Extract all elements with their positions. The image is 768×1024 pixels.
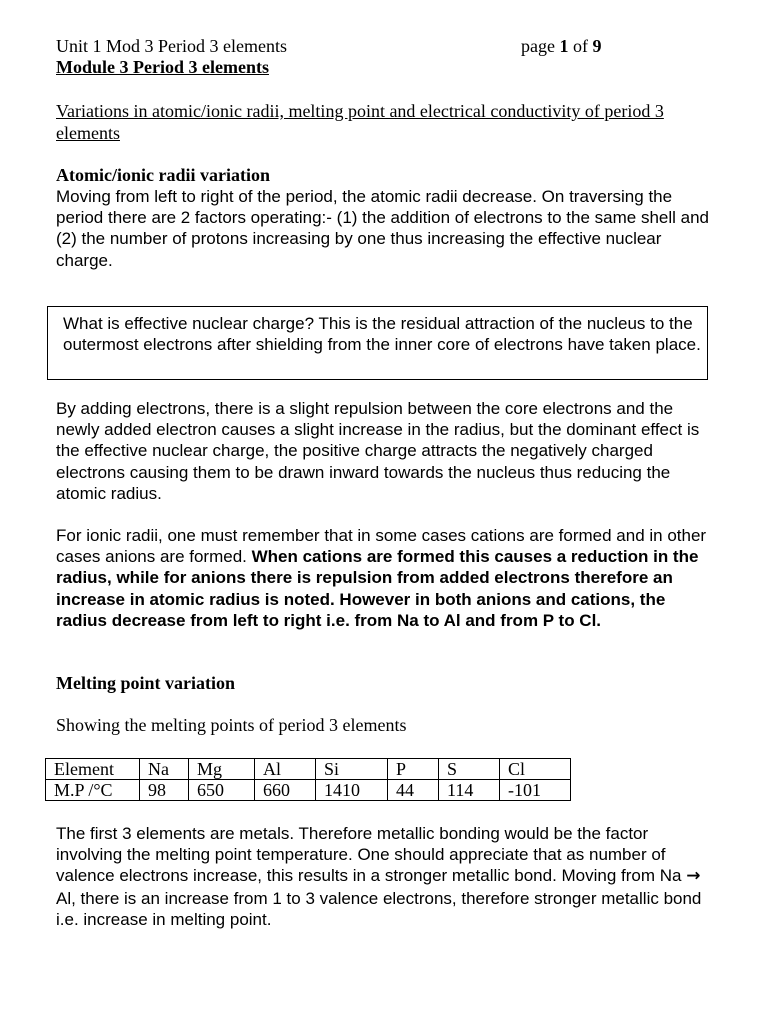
page-title: Module 3 Period 3 elements [56,57,269,77]
table-cell: P [388,759,439,780]
table-cell: S [439,759,500,780]
melting-intro-text: Showing the melting points of period 3 elements [56,715,407,735]
table-cell: Element [46,759,140,780]
table-cell: Al [255,759,316,780]
table-cell: 44 [388,780,439,801]
page-of: of [572,36,588,56]
table-cell: Si [316,759,388,780]
paragraph-radii-intro: Moving from left to right of the period, the atomic radii decrease. On traversing the period there are 2 factors operating:- (1) the addition of electrons to the same shell and (2) the number of protons increasing by one thus increasing the effective nuclear charge. [56,187,709,270]
table-cell: Cl [500,759,571,780]
page-word: page [521,36,555,56]
header-page-number [521,36,601,57]
paragraph-metallic-bonding [56,823,716,930]
ionic-radii-text: For ionic radii, one must remember that in some cases cations are formed and in other cases anions are formed. [56,526,707,567]
ionic-radii-bold-text: When cations are formed this causes a reduction in the radius, while for anions there is repulsion from added electrons therefore an increase in atomic radius is noted. However in both anions and cations, the radius decrease from left to right i.e. from Na to Al and from P to Cl. [56,547,699,630]
table-row-melting-point [46,780,571,801]
paragraph-ionic-radii [56,525,716,631]
melting-point-table [45,758,571,801]
definition-box [47,306,708,380]
table-cell: 98 [140,780,189,801]
table-cell: 114 [439,780,500,801]
table-row-element [46,759,571,780]
right-arrow-icon: → [686,866,701,887]
metallic-text-part1: The first 3 elements are metals. Therefore metallic bonding would be the factor involving the melting point temperature. One should appreciate that as number of valence electrons increase, this results in a stronger metallic bond. Moving from Na [56,824,687,886]
page-subtitle: Variations in atomic/ionic radii, melting point and electrical conductivity of period 3 elements [56,101,664,143]
section-heading-melting: Melting point variation [56,673,235,693]
table-cell: 1410 [316,780,388,801]
table-cell: Mg [189,759,255,780]
definition-box-text: What is effective nuclear charge? This is the residual attraction of the nucleus to the outermost electrons after shielding from the inner core of electrons have taken place. [63,314,701,355]
table-cell: M.P /°C [46,780,140,801]
table-cell: 660 [255,780,316,801]
table-cell: Na [140,759,189,780]
metallic-text-part2: Al, there is an increase from 1 to 3 valence electrons, therefore stronger metallic bond i.e. increase in melting point. [56,888,702,929]
table-cell: -101 [500,780,571,801]
page-total: 9 [592,36,602,56]
section-heading-radii: Atomic/ionic radii variation [56,165,270,185]
paragraph-electron-repulsion: By adding electrons, there is a slight repulsion between the core electrons and the newly added electron causes a slight increase in the radius, but the dominant effect is the effective nuclear charge, the positive charge attracts the negatively charged electrons causing them to be drawn inward towards the nucleus thus reducing the atomic radius. [56,399,700,503]
table-cell: 650 [189,780,255,801]
page-current: 1 [559,36,569,56]
header-doc-label: Unit 1 Mod 3 Period 3 elements [56,36,287,56]
